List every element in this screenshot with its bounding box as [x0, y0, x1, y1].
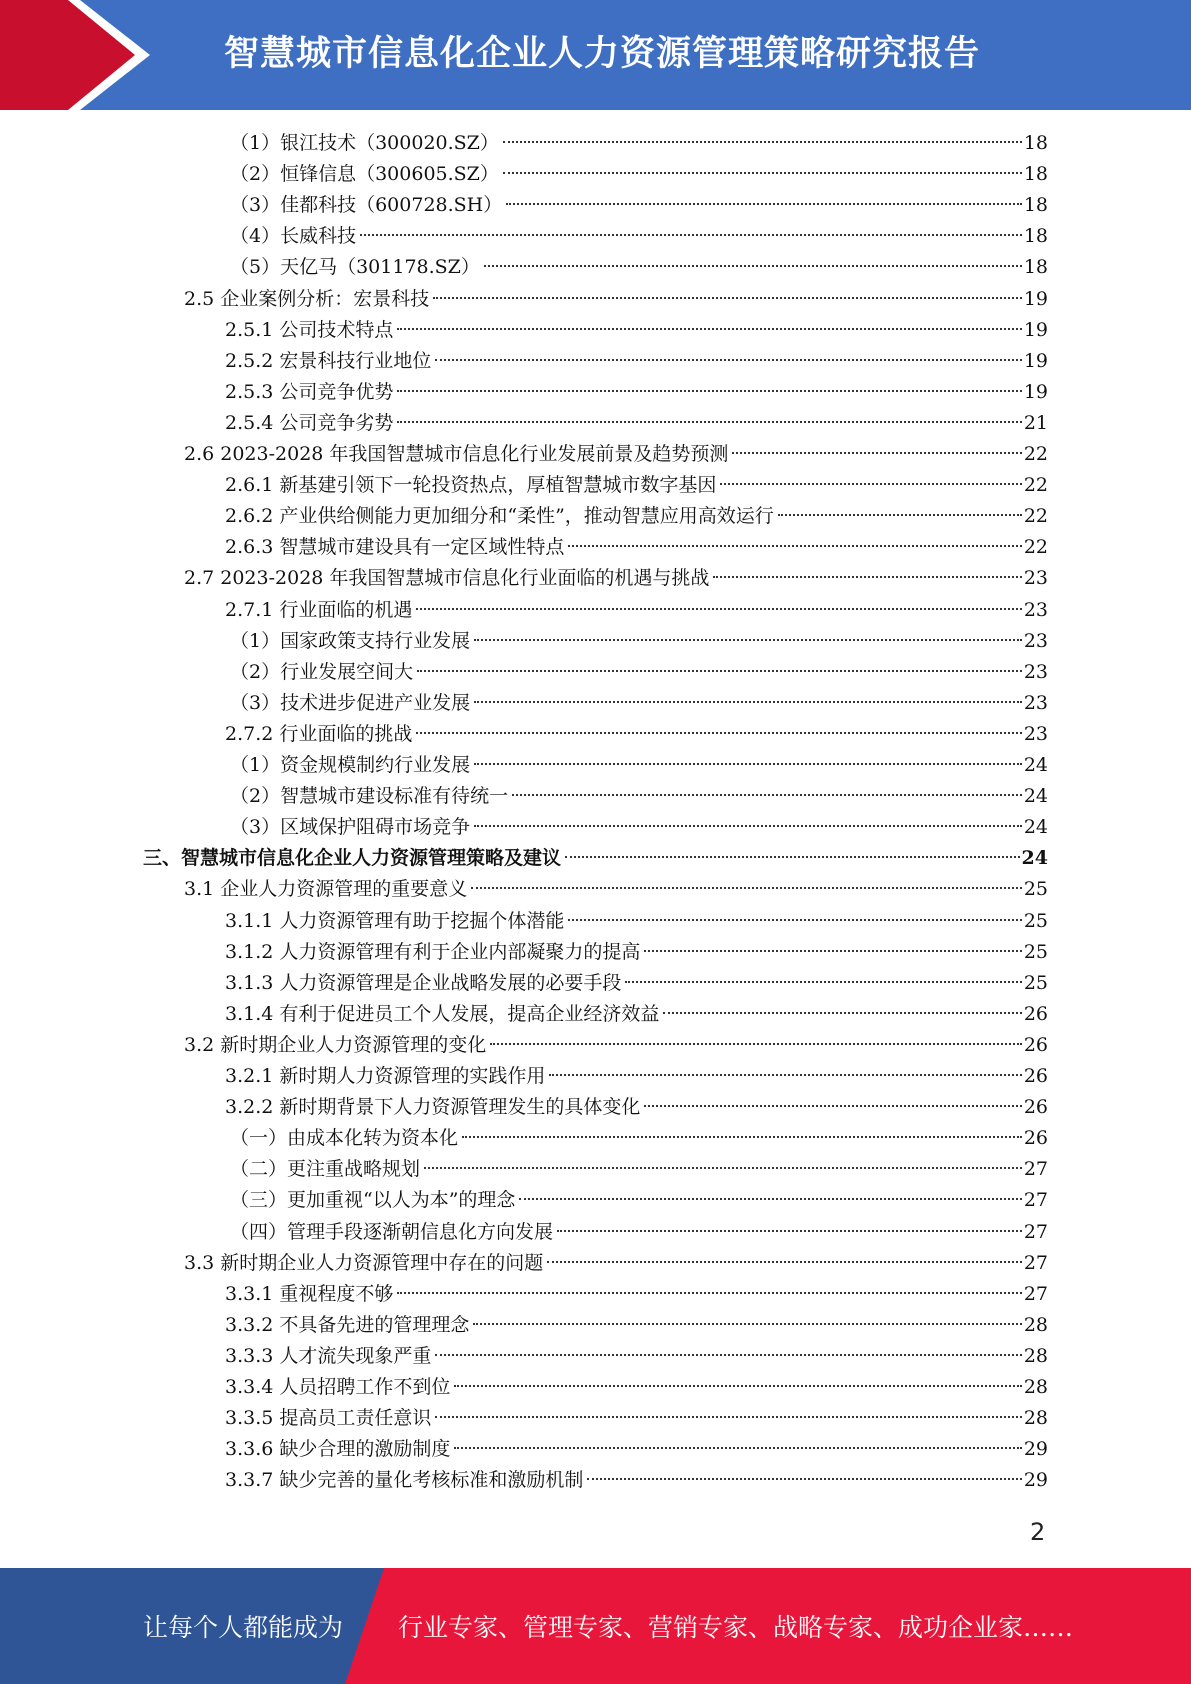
toc-entry-label: 3.3.5 提高员工责任意识 [225, 1407, 432, 1430]
toc-entry-page: 19 [1023, 349, 1048, 372]
toc-entry-page: 22 [1023, 474, 1048, 497]
toc-entry-label: 3.1.1 人力资源管理有助于挖掘个体潜能 [225, 909, 565, 932]
toc-dot-leader [484, 265, 1022, 267]
toc-entry-label: 3.3.1 重视程度不够 [225, 1282, 394, 1305]
toc-dot-leader [644, 1105, 1021, 1107]
toc-entry-page: 24 [1021, 847, 1048, 870]
toc-dot-leader [397, 421, 1021, 423]
toc-entry-label: 3.2 新时期企业人力资源管理的变化 [184, 1033, 487, 1056]
toc-entry[interactable] [0, 1123, 1191, 1153]
toc-entry-label: （2）恒锋信息（300605.SZ） [230, 163, 499, 186]
toc-entry-label: 三、智慧城市信息化企业人力资源管理策略及建议 [143, 847, 562, 870]
toc-entry-page: 24 [1023, 785, 1048, 808]
toc-entry-label: 2.6 2023-2028 年我国智慧城市信息化行业发展前景及趋势预测 [184, 443, 729, 465]
toc-dot-leader [416, 732, 1021, 734]
toc-entry-page: 27 [1023, 1158, 1048, 1181]
toc-entry-label: 3.1.3 人力资源管理是企业战略发展的必要手段 [225, 971, 622, 994]
toc-entry[interactable] [0, 1185, 1191, 1215]
toc-entry-page: 25 [1023, 971, 1048, 994]
toc-dot-leader [473, 1323, 1021, 1325]
toc-entry-label: （3）技术进步促进产业发展 [230, 691, 471, 714]
report-title: 智慧城市信息化企业人力资源管理策略研究报告 [224, 34, 981, 74]
toc-entry-label: （一）由成本化转为资本化 [230, 1127, 459, 1150]
toc-entry-page: 21 [1023, 411, 1048, 434]
toc-dot-leader [503, 141, 1022, 143]
toc-entry-page: 22 [1023, 505, 1048, 528]
toc-entry-label: 3.1.2 人力资源管理有利于企业内部凝聚力的提高 [225, 940, 641, 963]
toc-dot-leader [506, 203, 1022, 205]
toc-entry-label: 3.3.6 缺少合理的激励制度 [225, 1438, 451, 1461]
toc-dot-leader [644, 950, 1021, 952]
toc-dot-leader [778, 514, 1022, 516]
toc-entry-page: 18 [1023, 256, 1048, 279]
toc-entry-label: 2.5.3 公司竞争优势 [225, 380, 394, 403]
toc-dot-leader [713, 576, 1021, 578]
toc-entry[interactable] [0, 937, 1191, 967]
toc-entry[interactable] [0, 1092, 1191, 1122]
toc-entry[interactable] [0, 595, 1191, 625]
toc-dot-leader [549, 1074, 1021, 1076]
toc-entry-label: （2）行业发展空间大 [230, 660, 414, 683]
toc-dot-leader [454, 1385, 1021, 1387]
toc-entry-page: 18 [1023, 194, 1048, 217]
toc-entry[interactable] [0, 346, 1191, 376]
page-footer [0, 1568, 1191, 1684]
toc-entry[interactable] [0, 626, 1191, 656]
toc-dot-leader [587, 1478, 1021, 1480]
toc-dot-leader [471, 887, 1022, 889]
toc-dot-leader [454, 1447, 1021, 1449]
toc-dot-leader [435, 1416, 1021, 1418]
toc-entry-page: 22 [1023, 443, 1048, 465]
toc-entry[interactable] [0, 1217, 1191, 1247]
page-header [0, 0, 1191, 110]
toc-entry[interactable] [0, 688, 1191, 718]
toc-entry[interactable] [0, 284, 1191, 314]
toc-entry[interactable] [0, 843, 1191, 873]
toc-dot-leader [568, 919, 1021, 921]
toc-entry-page: 26 [1023, 1065, 1048, 1087]
toc-entry-label: 2.5.1 公司技术特点 [225, 318, 394, 341]
toc-entry-page: 27 [1023, 1220, 1048, 1243]
toc-entry[interactable] [0, 408, 1191, 438]
toc-entry[interactable] [0, 657, 1191, 687]
toc-entry-page: 19 [1023, 380, 1048, 403]
toc-dot-leader [720, 483, 1021, 485]
toc-entry[interactable] [0, 1341, 1191, 1371]
header-red-chevron [0, 0, 160, 110]
toc-dot-leader [424, 1167, 1022, 1169]
toc-entry-label: （5）天亿马（301178.SZ） [230, 256, 480, 279]
toc-dot-leader [435, 359, 1021, 361]
toc-dot-leader [490, 1043, 1022, 1045]
toc-entry-page: 25 [1023, 940, 1048, 963]
toc-entry-label: 3.3.4 人员招聘工作不到位 [225, 1376, 451, 1398]
toc-entry[interactable] [0, 377, 1191, 407]
toc-entry[interactable] [0, 501, 1191, 531]
toc-dot-leader [474, 701, 1022, 703]
toc-dot-leader [512, 794, 1022, 796]
toc-dot-leader [474, 825, 1022, 827]
toc-entry[interactable] [0, 190, 1191, 220]
toc-entry-label: 3.2.1 新时期人力资源管理的实践作用 [225, 1065, 546, 1087]
toc-dot-leader [462, 1136, 1022, 1138]
toc-entry-label: 2.7.1 行业面临的机遇 [225, 598, 413, 621]
toc-entry-page: 27 [1023, 1189, 1048, 1212]
toc-entry-page: 18 [1023, 225, 1048, 248]
toc-entry-label: 2.5 企业案例分析：宏景科技 [184, 287, 430, 310]
toc-dot-leader [397, 390, 1021, 392]
toc-entry-label: 3.3.7 缺少完善的量化考核标准和激励机制 [225, 1469, 584, 1492]
footer-slogan-left: 让每个人都能成为 [143, 1613, 344, 1642]
toc-entry-page: 18 [1023, 163, 1048, 186]
toc-entry-page: 23 [1023, 722, 1048, 745]
toc-dot-leader [397, 1292, 1021, 1294]
toc-entry-page: 23 [1023, 567, 1048, 590]
toc-entry[interactable] [0, 750, 1191, 780]
toc-entry[interactable] [0, 1434, 1191, 1464]
toc-dot-leader [565, 856, 1020, 858]
toc-entry[interactable] [0, 719, 1191, 749]
toc-entry-label: （1）国家政策支持行业发展 [230, 629, 471, 652]
toc-entry-page: 24 [1023, 816, 1048, 839]
toc-entry[interactable] [0, 1061, 1191, 1091]
toc-entry-page: 18 [1023, 132, 1048, 154]
toc-entry[interactable] [0, 252, 1191, 282]
toc-dot-leader [435, 1354, 1021, 1356]
toc-entry[interactable] [0, 812, 1191, 842]
toc-entry-page: 27 [1023, 1251, 1048, 1274]
toc-entry[interactable] [0, 1279, 1191, 1309]
toc-entry[interactable] [0, 1372, 1191, 1402]
toc-dot-leader [417, 670, 1022, 672]
toc-entry-label: 3.1.4 有利于促进员工个人发展，提高企业经济效益 [225, 1002, 660, 1025]
toc-entry-label: 2.6.2 产业供给侧能力更加细分和“柔性”，推动智慧应用高效运行 [225, 505, 774, 528]
toc-entry-label: （3）区域保护阻碍市场竞争 [230, 816, 471, 839]
toc-entry-page: 23 [1023, 691, 1048, 714]
toc-entry-page: 19 [1023, 318, 1048, 341]
toc-entry-label: 3.3.3 人才流失现象严重 [225, 1344, 432, 1367]
toc-dot-leader [360, 234, 1022, 236]
toc-entry-label: 2.6.3 智慧城市建设具有一定区域性特点 [225, 536, 565, 559]
toc-entry[interactable] [0, 315, 1191, 345]
toc-entry-label: （1）银江技术（300020.SZ） [230, 132, 499, 154]
toc-entry-page: 19 [1023, 287, 1048, 310]
toc-entry[interactable] [0, 874, 1191, 904]
toc-entry-label: 2.5.2 宏景科技行业地位 [225, 349, 432, 372]
toc-entry-label: 2.6.1 新基建引领下一轮投资热点，厚植智慧城市数字基因 [225, 474, 717, 497]
toc-entry-label: 3.1 企业人力资源管理的重要意义 [184, 878, 468, 901]
toc-dot-leader [557, 1230, 1022, 1232]
toc-entry-page: 26 [1023, 1096, 1048, 1119]
toc-entry-label: （3）佳都科技（600728.SH） [230, 194, 503, 217]
toc-entry-page: 28 [1023, 1344, 1048, 1367]
toc-dot-leader [433, 297, 1022, 299]
toc-dot-leader [474, 639, 1022, 641]
page-number: 2 [1030, 1518, 1046, 1546]
toc-dot-leader [568, 545, 1021, 547]
toc-entry-label: （四）管理手段逐渐朝信息化方向发展 [230, 1220, 554, 1243]
toc-entry-page: 24 [1023, 754, 1048, 776]
toc-entry-page: 29 [1023, 1469, 1048, 1492]
toc-dot-leader [474, 763, 1022, 765]
toc-entry-page: 25 [1023, 878, 1048, 901]
toc-entry-page: 23 [1023, 660, 1048, 683]
toc-entry[interactable] [0, 439, 1191, 469]
toc-entry[interactable] [0, 128, 1191, 158]
toc-entry-label: （1）资金规模制约行业发展 [230, 754, 471, 776]
toc-entry-label: （二）更注重战略规划 [230, 1158, 421, 1181]
toc-entry-label: （三）更加重视“以人为本”的理念 [230, 1189, 516, 1212]
toc-entry[interactable] [0, 781, 1191, 811]
toc-entry-page: 26 [1023, 1002, 1048, 1025]
toc-dot-leader [625, 981, 1021, 983]
toc-entry[interactable] [0, 1403, 1191, 1433]
toc-dot-leader [416, 608, 1021, 610]
toc-dot-leader [397, 328, 1021, 330]
toc-entry-label: 2.5.4 公司竞争劣势 [225, 411, 394, 434]
toc-entry-page: 26 [1023, 1033, 1048, 1056]
toc-entry[interactable] [0, 1465, 1191, 1495]
toc-dot-leader [503, 172, 1022, 174]
toc-entry[interactable] [0, 470, 1191, 500]
toc-entry-label: （4）长威科技 [230, 225, 357, 248]
toc-entry-label: 3.2.2 新时期背景下人力资源管理发生的具体变化 [225, 1096, 641, 1119]
toc-entry[interactable] [0, 968, 1191, 998]
toc-entry-label: 3.3 新时期企业人力资源管理中存在的问题 [184, 1251, 544, 1274]
toc-entry-page: 26 [1023, 1127, 1048, 1150]
toc-entry[interactable] [0, 1154, 1191, 1184]
toc-entry-label: 2.7.2 行业面临的挑战 [225, 722, 413, 745]
toc-entry-label: （2）智慧城市建设标准有待统一 [230, 785, 509, 808]
toc-entry-page: 23 [1023, 598, 1048, 621]
toc-dot-leader [663, 1012, 1021, 1014]
toc-entry[interactable] [0, 1310, 1191, 1340]
toc-dot-leader [519, 1198, 1021, 1200]
toc-entry-page: 23 [1023, 629, 1048, 652]
toc-dot-leader [547, 1261, 1022, 1263]
toc-entry[interactable] [0, 532, 1191, 562]
toc-entry-page: 28 [1023, 1313, 1048, 1336]
toc-entry-label: 2.7 2023-2028 年我国智慧城市信息化行业面临的机遇与挑战 [184, 567, 710, 590]
toc-entry-page: 29 [1023, 1438, 1048, 1461]
toc-entry[interactable] [0, 221, 1191, 251]
toc-entry[interactable] [0, 1030, 1191, 1060]
toc-entry[interactable] [0, 999, 1191, 1029]
toc-entry-page: 27 [1023, 1282, 1048, 1305]
toc-entry-page: 28 [1023, 1407, 1048, 1430]
toc-entry-page: 28 [1023, 1376, 1048, 1398]
toc-entry[interactable] [0, 1248, 1191, 1278]
footer-slogan-right: 行业专家、管理专家、营销专家、战略专家、成功企业家…… [398, 1613, 1074, 1642]
toc-entry-page: 25 [1023, 909, 1048, 932]
toc-entry[interactable] [0, 906, 1191, 936]
toc-entry-page: 22 [1023, 536, 1048, 559]
toc-entry[interactable] [0, 159, 1191, 189]
toc-entry[interactable] [0, 563, 1191, 593]
toc-entry-label: 3.3.2 不具备先进的管理理念 [225, 1313, 470, 1336]
toc-dot-leader [732, 452, 1021, 454]
